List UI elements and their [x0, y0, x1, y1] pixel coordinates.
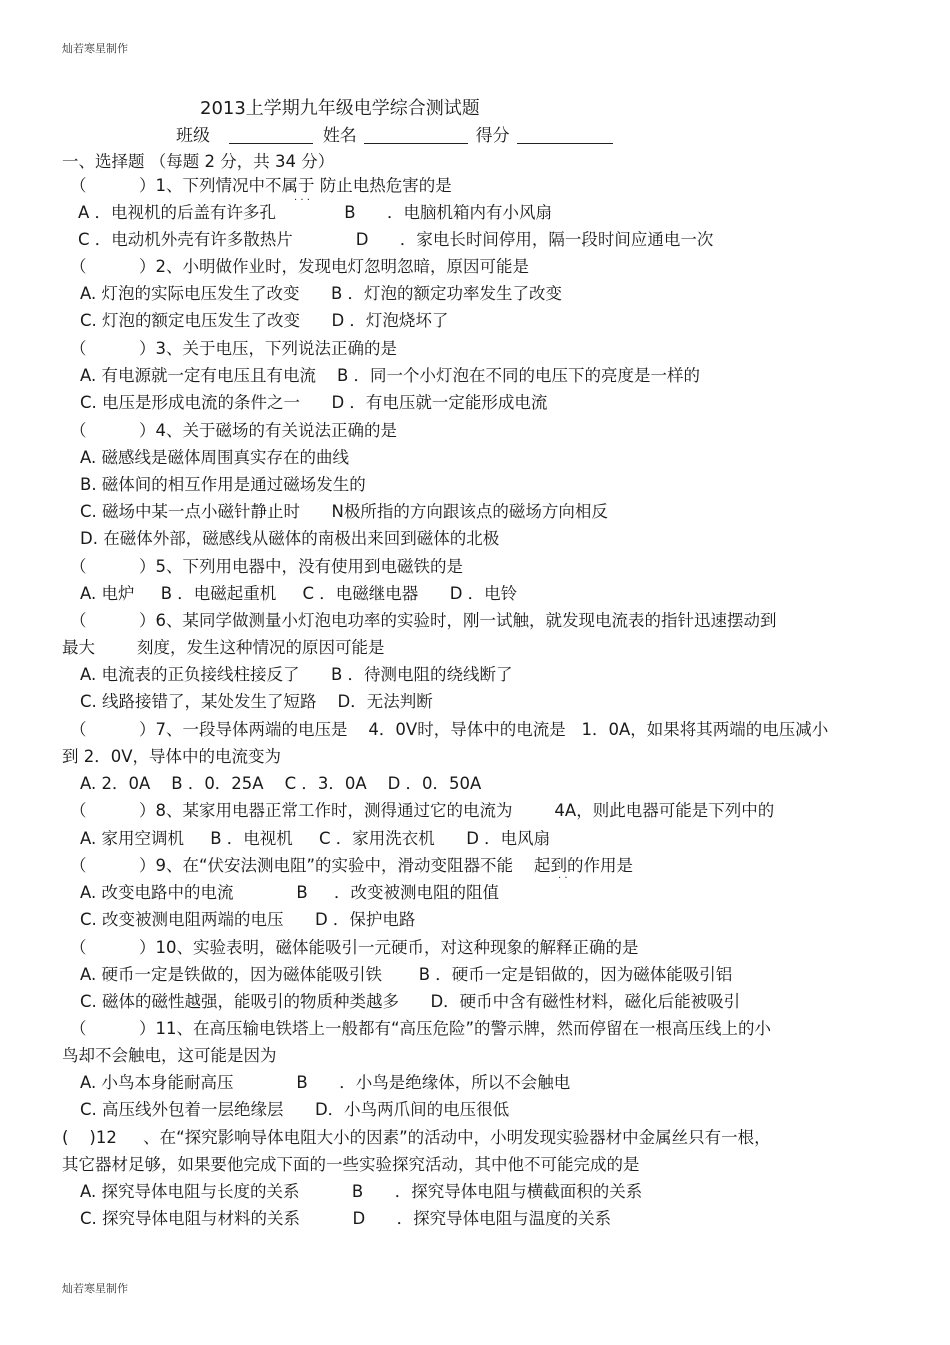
name-blank[interactable]: [364, 125, 468, 144]
section-heading: 一、选择题 （每题 2 分，共 34 分）: [62, 152, 335, 171]
question-10-option: C. 磁体的磁性越强，能吸引的物质种类越多 D．硬币中含有磁性材料，磁化后能被吸引: [80, 992, 741, 1011]
question-2-stem: （ ）2、小明做作业时，发现电灯忽明忽暗，原因可能是: [70, 257, 529, 276]
emphasis-dots: · ·: [558, 873, 568, 884]
question-12-stem-cont: 其它器材足够，如果要他完成下面的一些实验探究活动，其中他不可能完成的是: [62, 1155, 640, 1174]
question-11-option: A. 小鸟本身能耐高压 B ．小鸟是绝缘体，所以不会触电: [80, 1073, 571, 1092]
question-4-option: B. 磁体间的相互作用是通过磁场发生的: [80, 475, 366, 494]
question-11-option: C. 高压线外包着一层绝缘层 D．小鸟两爪间的电压很低: [80, 1100, 510, 1119]
question-6-stem-cont: 最大 刻度，发生这种情况的原因可能是: [62, 638, 385, 657]
score-blank[interactable]: [517, 125, 613, 144]
watermark-bottom: 灿若寒星制作: [62, 1282, 128, 1295]
question-7-stem: （ ）7、一段导体两端的电压是 4．0V时，导体中的电流是 1．0A，如果将其两端的电压减小: [70, 720, 829, 739]
question-12-option: A. 探究导体电阻与长度的关系 B ．探究导体电阻与横截面积的关系: [80, 1182, 643, 1201]
question-2-option: A. 灯泡的实际电压发生了改变 B ．灯泡的额定功率发生了改变: [80, 284, 563, 303]
question-4-option: C. 磁场中某一点小磁针静止时 N极所指的方向跟该点的磁场方向相反: [80, 502, 608, 521]
question-12-stem: ( )12 、在“探究影响导体电阻大小的因素”的活动中，小明发现实验器材中金属丝只有一根，: [62, 1128, 771, 1147]
emphasis-dots: · · ·: [294, 195, 310, 206]
question-10-stem: （ ）10、实验表明，磁体能吸引一元硬币，对这种现象的解释正确的是: [70, 938, 639, 957]
student-info-line: [176, 121, 615, 146]
question-5-stem: （ ）5、下列用电器中，没有使用到电磁铁的是: [70, 557, 463, 576]
question-1-stem: （ ）1、下列情况中不属于 防止电热危害的是: [70, 176, 452, 195]
name-label: 姓名: [322, 126, 357, 146]
question-11-stem-cont: 鸟却不会触电，这可能是因为: [62, 1046, 277, 1065]
question-3-option: C. 电压是形成电流的条件之一 D ．有电压就一定能形成电流: [80, 393, 548, 412]
question-4-option: D. 在磁体外部，磁感线从磁体的南极出来回到磁体的北极: [80, 529, 500, 548]
question-12-option: C. 探究导体电阻与材料的关系 D ．探究导体电阻与温度的关系: [80, 1209, 612, 1228]
class-blank[interactable]: [229, 125, 313, 144]
question-3-stem: （ ）3、关于电压，下列说法正确的是: [70, 339, 397, 358]
score-label: 得分: [475, 126, 510, 146]
question-6-option: C. 线路接错了，某处发生了短路 D．无法判断: [80, 692, 433, 711]
question-8-stem: （ ）8、某家用电器正常工作时，测得通过它的电流为 4A，则此电器可能是下列中的: [70, 801, 775, 820]
question-4-option: A. 磁感线是磁体周围真实存在的曲线: [80, 448, 349, 467]
question-6-stem: （ ）6、某同学做测量小灯泡电功率的实验时，刚一试触，就发现电流表的指针迅速摆动到: [70, 611, 777, 630]
question-7-stem-cont: 到 2．0V，导体中的电流变为: [62, 747, 282, 766]
question-6-option: A. 电流表的正负接线柱接反了 B ．待测电阻的绕线断了: [80, 665, 513, 684]
class-label: 班级: [176, 126, 210, 146]
question-1-option: C ．电动机外壳有许多散热片 D ．家电长时间停用，隔一段时间应通电一次: [78, 230, 714, 249]
question-1-option: A ．电视机的后盖有许多孔 B ．电脑机箱内有小风扇: [78, 203, 553, 222]
question-11-stem: （ ）11、在高压输电铁塔上一般都有“高压危险”的警示牌，然而停留在一根高压线上的小: [70, 1019, 772, 1038]
question-10-option: A. 硬币一定是铁做的，因为磁体能吸引铁 B ．硬币一定是铝做的，因为磁体能吸引铝: [80, 965, 733, 984]
question-9-option: C. 改变被测电阻两端的电压 D ．保护电路: [80, 910, 416, 929]
question-9-stem: （ ）9、在“伏安法测电阻”的实验中，滑动变阻器不能 起到的作用是: [70, 856, 634, 875]
question-7-option: A. 2．0A B ．0．25A C ．3．0A D ．0．50A: [80, 774, 482, 793]
question-3-option: A. 有电源就一定有电压且有电流 B ．同一个小灯泡在不同的电压下的亮度是一样的: [80, 366, 701, 385]
exam-title: 2013上学期九年级电学综合测试题: [200, 98, 480, 119]
question-5-option: A. 电炉 B ．电磁起重机 C ．电磁继电器 D ．电铃: [80, 584, 518, 603]
question-9-option: A. 改变电路中的电流 B ．改变被测电阻的阻值: [80, 883, 499, 902]
question-2-option: C. 灯泡的额定电压发生了改变 D ．灯泡烧坏了: [80, 311, 449, 330]
question-8-option: A. 家用空调机 B ．电视机 C ．家用洗衣机 D ．电风扇: [80, 829, 551, 848]
question-4-stem: （ ）4、关于磁场的有关说法正确的是: [70, 421, 397, 440]
watermark-top: 灿若寒星制作: [62, 42, 128, 55]
